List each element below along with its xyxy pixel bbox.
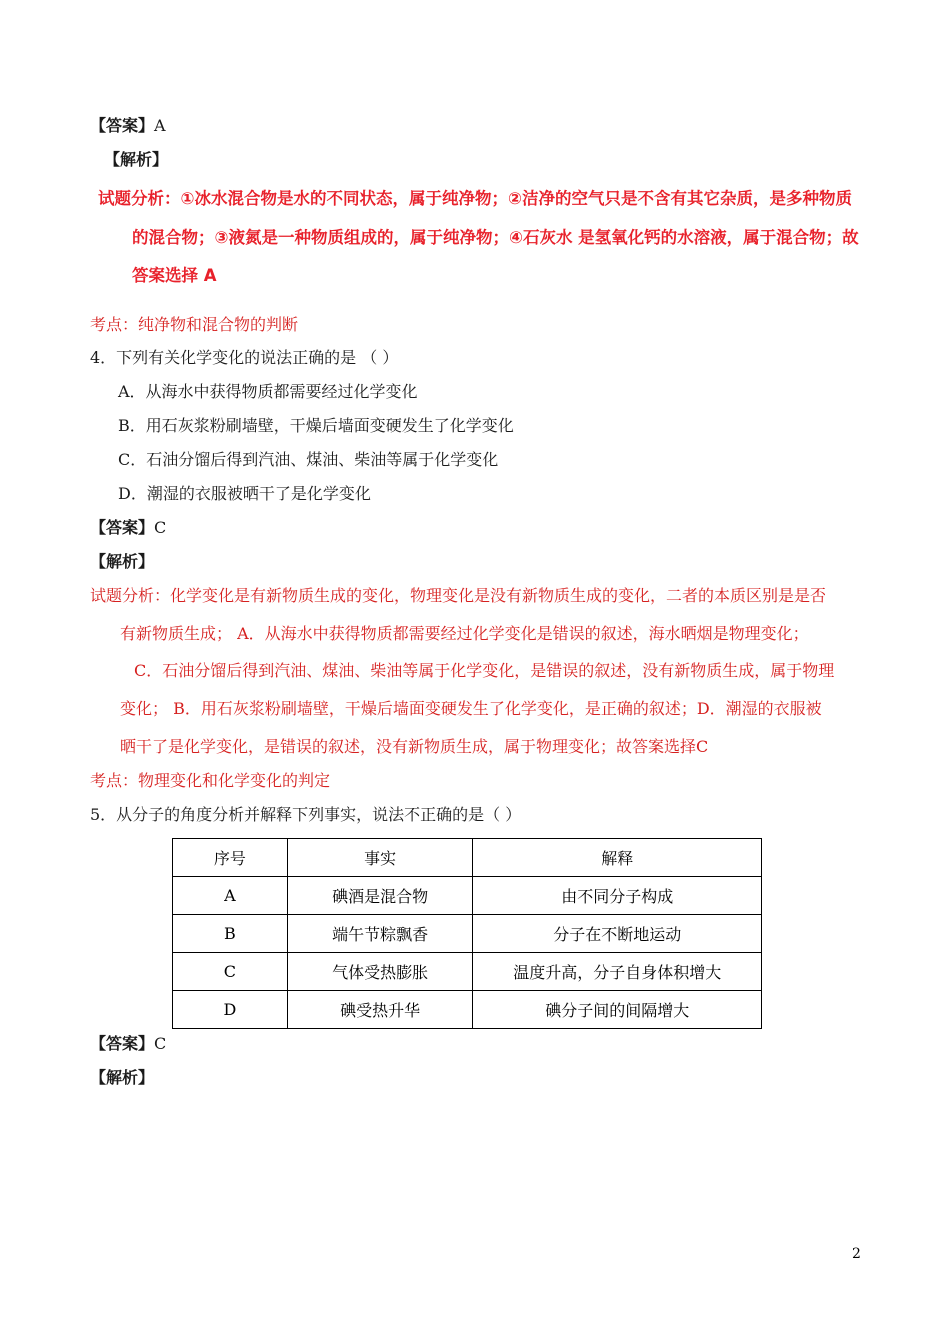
q4-analysis-line-4: 变化； B．用石灰浆粉刷墙壁，干燥后墙面变硬发生了化学变化，是正确的叙述；D．潮湿的衣服被: [120, 699, 822, 718]
q3-analysis-line-2: 的混合物；③液氮是一种物质组成的，属于纯净物；④石灰水 是氢氧化钙的水溶液，属于混合物；故: [132, 228, 859, 247]
table-cell: D: [173, 991, 288, 1029]
table-cell: B: [173, 915, 288, 953]
q3-analysis-label: 【解析】: [104, 150, 169, 169]
table-cell: 由不同分子构成: [473, 877, 762, 915]
table-cell: 碘酒是混合物: [287, 877, 473, 915]
page-number: 2: [852, 1246, 861, 1262]
q4-analysis-line-1: 试题分析：化学变化是有新物质生成的变化，物理变化是没有新物质生成的变化，二者的本质区别是是否: [90, 586, 827, 605]
table-row: [173, 877, 762, 915]
q4-analysis-label: 【解析】: [90, 552, 155, 571]
table-header-cell: 解释: [473, 839, 762, 877]
q4-stem: 4．下列有关化学变化的说法正确的是 （ ）: [90, 348, 399, 367]
q3-kaodian: 考点：纯净物和混合物的判断: [90, 315, 299, 334]
q5-answer: [90, 1034, 166, 1054]
q4-option-c: C．石油分馏后得到汽油、煤油、柴油等属于化学变化: [118, 450, 499, 469]
q3-answer-value: A: [154, 116, 166, 135]
table-cell: A: [173, 877, 288, 915]
q4-option-b: B．用石灰浆粉刷墙壁，干燥后墙面变硬发生了化学变化: [118, 416, 514, 435]
q5-stem: 5．从分子的角度分析并解释下列事实，说法不正确的是（ ）: [90, 805, 522, 824]
table-cell: 碘受热升华: [287, 991, 473, 1029]
q5-answer-label: 【答案】: [90, 1034, 155, 1053]
q4-answer-label: 【答案】: [90, 518, 155, 537]
q4-kaodian: 考点：物理变化和化学变化的判定: [90, 771, 331, 790]
table-cell: 端午节粽飘香: [287, 915, 473, 953]
table-header-row: [173, 839, 762, 877]
q4-analysis-line-3: C．石油分馏后得到汽油、煤油、柴油等属于化学变化，是错误的叙述，没有新物质生成，属于物理: [134, 661, 835, 680]
table-cell: 气体受热膨胀: [287, 953, 473, 991]
q5-table: [172, 838, 762, 1029]
table-cell: 温度升高，分子自身体积增大: [473, 953, 762, 991]
table-cell: 分子在不断地运动: [473, 915, 762, 953]
table-cell: C: [173, 953, 288, 991]
q5-analysis-label: 【解析】: [90, 1068, 155, 1087]
q5-answer-value: C: [154, 1034, 167, 1053]
table-row: [173, 991, 762, 1029]
q4-answer: [90, 518, 166, 538]
table-header-cell: 序号: [173, 839, 288, 877]
q4-answer-value: C: [154, 518, 167, 537]
q4-option-d: D．潮湿的衣服被晒干了是化学变化: [118, 484, 371, 503]
q3-analysis-line-3: 答案选择 A: [132, 266, 217, 285]
q4-analysis-line-5: 晒干了是化学变化，是错误的叙述，没有新物质生成，属于物理变化；故答案选择C: [120, 737, 709, 756]
q4-analysis-line-2: 有新物质生成； A．从海水中获得物质都需要经过化学变化是错误的叙述，海水晒烟是物理变化；: [120, 624, 809, 643]
table-row: [173, 953, 762, 991]
q3-analysis-line-1: 试题分析：①冰水混合物是水的不同状态，属于纯净物；②洁净的空气只是不含有其它杂质，是多种物质: [98, 189, 852, 208]
q3-answer: [90, 116, 166, 136]
table-row: [173, 915, 762, 953]
table-cell: 碘分子间的间隔增大: [473, 991, 762, 1029]
table-header-cell: 事实: [287, 839, 473, 877]
q4-option-a: A．从海水中获得物质都需要经过化学变化: [118, 382, 418, 401]
q3-answer-label: 【答案】: [90, 116, 155, 135]
